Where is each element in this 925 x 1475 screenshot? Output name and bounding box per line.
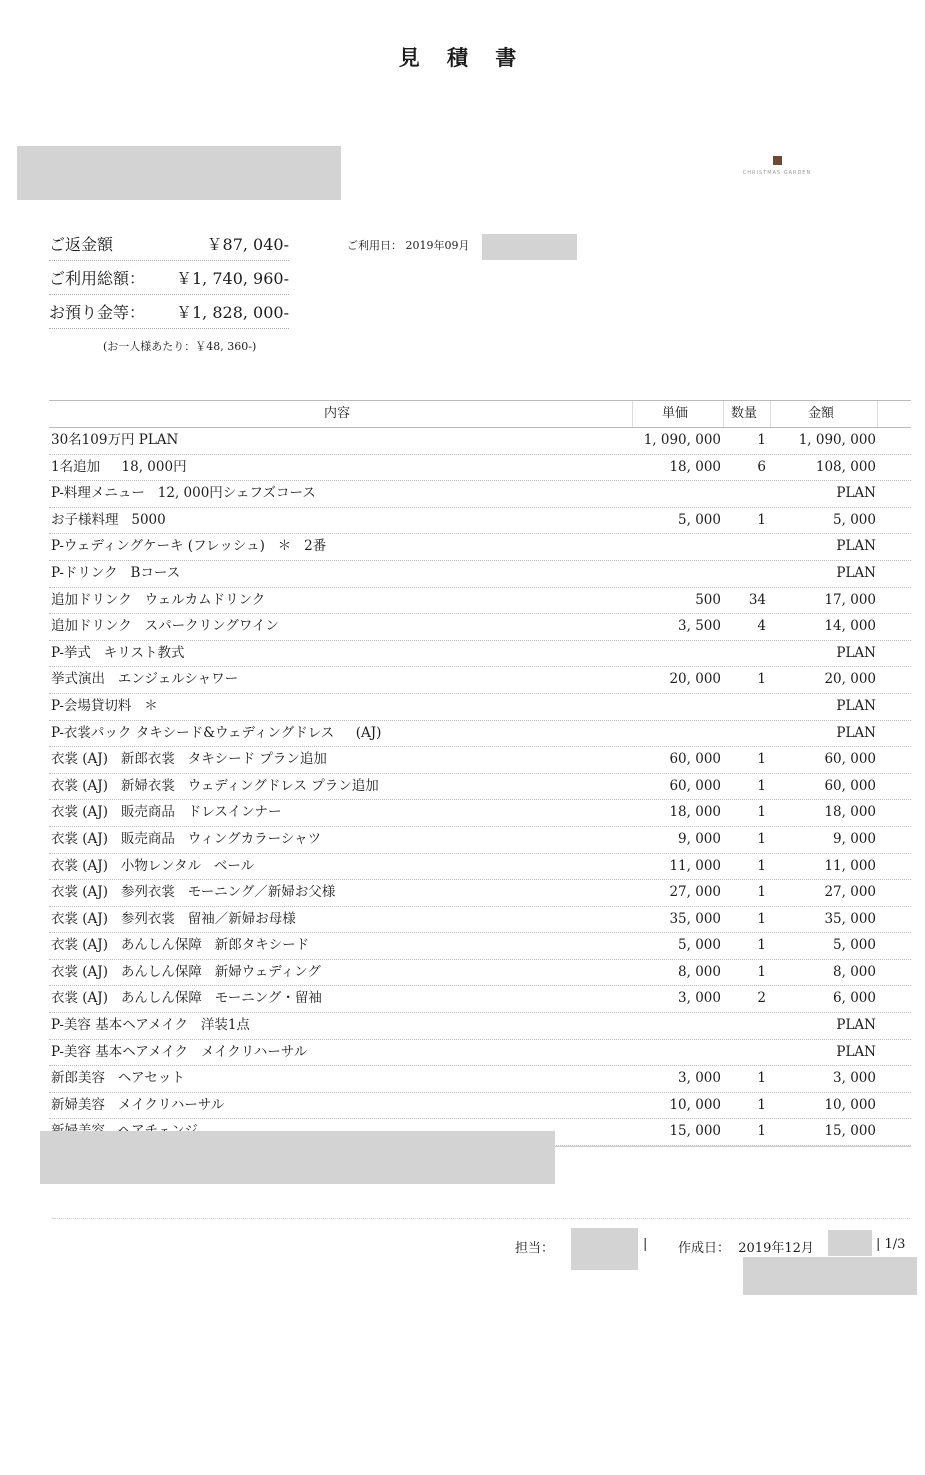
row-amount: 8, 000 bbox=[833, 963, 876, 980]
row-amount: PLAN bbox=[836, 724, 876, 741]
row-content: 衣裳 (AJ) 新郎衣裳 タキシード プラン追加 bbox=[51, 751, 327, 768]
row-amount: PLAN bbox=[836, 644, 876, 661]
redacted-usage-date bbox=[482, 234, 577, 260]
document-title: 見 積 書 bbox=[398, 45, 527, 70]
row-quantity: 1 bbox=[757, 1123, 766, 1140]
row-content: 衣裳 (AJ) 販売商品 ドレスインナー bbox=[51, 804, 282, 821]
total-usage-row bbox=[49, 264, 289, 295]
row-quantity: 1 bbox=[757, 804, 766, 821]
row-quantity: 1 bbox=[757, 751, 766, 768]
total-usage-label: ご利用総額： bbox=[49, 269, 146, 288]
logo-mark-icon bbox=[773, 156, 782, 165]
row-content: 衣裳 (AJ) あんしん保障 モーニング・留袖 bbox=[51, 990, 322, 1007]
deposit-row bbox=[49, 298, 289, 329]
table-row bbox=[49, 667, 911, 694]
redacted-footer-block bbox=[743, 1257, 917, 1295]
row-amount: 60, 000 bbox=[824, 751, 876, 768]
row-amount: 5, 000 bbox=[833, 937, 876, 954]
row-unit-price: 60, 000 bbox=[669, 751, 721, 768]
row-content: 1名追加 18, 000円 bbox=[51, 458, 187, 475]
refund-amount-row bbox=[49, 230, 289, 261]
deposit-value: ￥1, 828, 000- bbox=[175, 303, 289, 322]
table-row bbox=[49, 1040, 911, 1067]
redacted-notes-block bbox=[40, 1131, 555, 1184]
row-content: 新婦美容 メイクリハーサル bbox=[51, 1096, 225, 1113]
row-quantity: 1 bbox=[757, 511, 766, 528]
redacted-staff-name bbox=[571, 1228, 638, 1270]
row-amount: 15, 000 bbox=[824, 1123, 876, 1140]
row-quantity: 2 bbox=[757, 990, 766, 1007]
row-unit-price: 5, 000 bbox=[678, 937, 721, 954]
redacted-customer-block bbox=[17, 146, 341, 200]
row-amount: PLAN bbox=[836, 485, 876, 502]
table-row bbox=[49, 986, 911, 1013]
row-amount: 11, 000 bbox=[824, 857, 876, 874]
row-amount: 18, 000 bbox=[824, 804, 876, 821]
row-quantity: 1 bbox=[757, 671, 766, 688]
row-content: 挙式演出 エンジェルシャワー bbox=[51, 671, 239, 688]
table-row bbox=[49, 561, 911, 588]
row-unit-price: 15, 000 bbox=[669, 1123, 721, 1140]
logo-text: CHRISTMAS GARDEN bbox=[742, 170, 812, 176]
row-content: P-衣裳パック タキシード&ウェディングドレス (AJ) bbox=[51, 724, 382, 741]
row-amount: 3, 000 bbox=[833, 1070, 876, 1087]
row-content: 衣裳 (AJ) 販売商品 ウィングカラーシャツ bbox=[51, 830, 322, 847]
row-amount: PLAN bbox=[836, 697, 876, 714]
row-amount: 27, 000 bbox=[824, 884, 876, 901]
row-content: 衣裳 (AJ) 参列衣裳 留袖／新婦お母様 bbox=[51, 910, 296, 927]
row-content: 衣裳 (AJ) あんしん保障 新婦ウェディング bbox=[51, 963, 321, 980]
row-quantity: 1 bbox=[757, 884, 766, 901]
table-row bbox=[49, 455, 911, 482]
row-content: 衣裳 (AJ) 参列衣裳 モーニング／新婦お父様 bbox=[51, 884, 336, 901]
table-row bbox=[49, 508, 911, 535]
table-row bbox=[49, 1093, 911, 1120]
row-amount: PLAN bbox=[836, 564, 876, 581]
row-amount: 5, 000 bbox=[833, 511, 876, 528]
row-quantity: 1 bbox=[757, 963, 766, 980]
row-quantity: 1 bbox=[757, 830, 766, 847]
company-logo bbox=[740, 156, 814, 176]
row-unit-price: 27, 000 bbox=[669, 884, 721, 901]
row-amount: 10, 000 bbox=[824, 1096, 876, 1113]
row-amount: PLAN bbox=[836, 538, 876, 555]
row-amount: PLAN bbox=[836, 1017, 876, 1034]
row-quantity: 1 bbox=[757, 937, 766, 954]
row-quantity: 6 bbox=[757, 458, 766, 475]
row-content: P-ドリンク Bコース bbox=[51, 564, 181, 581]
header-unit-price: 単価 bbox=[662, 406, 689, 421]
row-content: 衣裳 (AJ) 小物レンタル ベール bbox=[51, 857, 255, 874]
estimate-table bbox=[49, 400, 911, 1148]
table-row bbox=[49, 827, 911, 854]
redacted-created-date bbox=[828, 1230, 872, 1256]
row-amount: 20, 000 bbox=[824, 671, 876, 688]
row-quantity: 4 bbox=[757, 618, 766, 635]
row-quantity: 1 bbox=[757, 1096, 766, 1113]
table-row bbox=[49, 1013, 911, 1040]
header-amount: 金額 bbox=[808, 406, 835, 421]
row-unit-price: 18, 000 bbox=[669, 458, 721, 475]
row-content: 衣裳 (AJ) あんしん保障 新郎タキシード bbox=[51, 937, 310, 954]
row-unit-price: 5, 000 bbox=[678, 511, 721, 528]
row-content: 新郎美容 ヘアセット bbox=[51, 1070, 185, 1087]
row-amount: 9, 000 bbox=[833, 830, 876, 847]
table-header bbox=[49, 400, 911, 428]
row-unit-price: 8, 000 bbox=[678, 963, 721, 980]
row-content: 衣裳 (AJ) 新婦衣裳 ウェディングドレス プラン追加 bbox=[51, 777, 379, 794]
table-body bbox=[49, 428, 911, 1146]
table-row bbox=[49, 933, 911, 960]
row-content: 30名109万円 PLAN bbox=[51, 432, 179, 448]
table-row bbox=[49, 534, 911, 561]
table-row bbox=[49, 747, 911, 774]
row-quantity: 1 bbox=[757, 910, 766, 927]
row-unit-price: 11, 000 bbox=[669, 857, 721, 874]
row-content: P-美容 基本ヘアメイク メイクリハーサル bbox=[51, 1043, 308, 1060]
table-row bbox=[49, 614, 911, 641]
row-quantity: 1 bbox=[757, 857, 766, 874]
row-content: P-挙式 キリスト教式 bbox=[51, 644, 185, 661]
row-unit-price: 20, 000 bbox=[669, 671, 721, 688]
table-row bbox=[49, 428, 911, 455]
row-content: P-料理メニュー 12, 000円シェフズコース bbox=[51, 485, 316, 502]
table-row bbox=[49, 694, 911, 721]
row-unit-price: 10, 000 bbox=[669, 1096, 721, 1113]
created-date: 作成日： 2019年12月 bbox=[678, 1241, 814, 1256]
usage-date: ご利用日： 2019年09月 bbox=[347, 239, 470, 252]
deposit-label: お預り金等： bbox=[49, 303, 146, 322]
row-unit-price: 3, 000 bbox=[678, 990, 721, 1007]
row-content: お子様料理 5000 bbox=[51, 511, 166, 528]
refund-label: ご返金額 bbox=[49, 235, 114, 254]
table-row bbox=[49, 774, 911, 801]
per-person-amount: (お一人様あたり：￥48, 360-) bbox=[103, 340, 257, 353]
page-number: | 1/3 bbox=[876, 1237, 906, 1252]
header-content: 内容 bbox=[324, 406, 351, 421]
table-row bbox=[49, 854, 911, 881]
table-row bbox=[49, 588, 911, 615]
row-amount: 1, 090, 000 bbox=[798, 432, 876, 448]
row-unit-price: 3, 500 bbox=[678, 618, 721, 635]
table-row bbox=[49, 907, 911, 934]
row-quantity: 34 bbox=[748, 591, 766, 608]
table-row bbox=[49, 1066, 911, 1093]
row-unit-price: 9, 000 bbox=[678, 830, 721, 847]
row-quantity: 1 bbox=[757, 432, 766, 448]
refund-value: ￥87, 040- bbox=[206, 235, 289, 254]
row-unit-price: 3, 000 bbox=[678, 1070, 721, 1087]
row-quantity: 1 bbox=[757, 777, 766, 794]
row-amount: 14, 000 bbox=[824, 618, 876, 635]
table-row bbox=[49, 960, 911, 987]
row-content: P-会場貸切料 ＊ bbox=[51, 697, 158, 714]
footer-divider bbox=[52, 1218, 910, 1219]
row-content: P-ウェディングケーキ (フレッシュ) ＊ 2番 bbox=[51, 538, 327, 555]
row-unit-price: 18, 000 bbox=[669, 804, 721, 821]
row-content: P-美容 基本ヘアメイク 洋装1点 bbox=[51, 1017, 250, 1034]
table-row bbox=[49, 481, 911, 508]
row-amount: 108, 000 bbox=[815, 458, 876, 475]
table-row bbox=[49, 721, 911, 748]
table-row bbox=[49, 800, 911, 827]
row-amount: 17, 000 bbox=[824, 591, 876, 608]
footer-separator: | bbox=[643, 1237, 648, 1252]
header-quantity: 数量 bbox=[731, 406, 758, 421]
table-row bbox=[49, 880, 911, 907]
row-content: 追加ドリンク ウェルカムドリンク bbox=[51, 591, 266, 608]
row-unit-price: 500 bbox=[695, 591, 721, 608]
total-usage-value: ￥1, 740, 960- bbox=[175, 269, 289, 288]
row-amount: PLAN bbox=[836, 1043, 876, 1060]
row-amount: 35, 000 bbox=[824, 910, 876, 927]
row-unit-price: 60, 000 bbox=[669, 777, 721, 794]
row-unit-price: 35, 000 bbox=[669, 910, 721, 927]
table-row bbox=[49, 641, 911, 668]
row-amount: 6, 000 bbox=[833, 990, 876, 1007]
row-unit-price: 1, 090, 000 bbox=[643, 432, 721, 448]
row-amount: 60, 000 bbox=[824, 777, 876, 794]
row-content: 追加ドリンク スパークリングワイン bbox=[51, 618, 279, 635]
row-quantity: 1 bbox=[757, 1070, 766, 1087]
staff-label: 担当： bbox=[515, 1241, 555, 1256]
